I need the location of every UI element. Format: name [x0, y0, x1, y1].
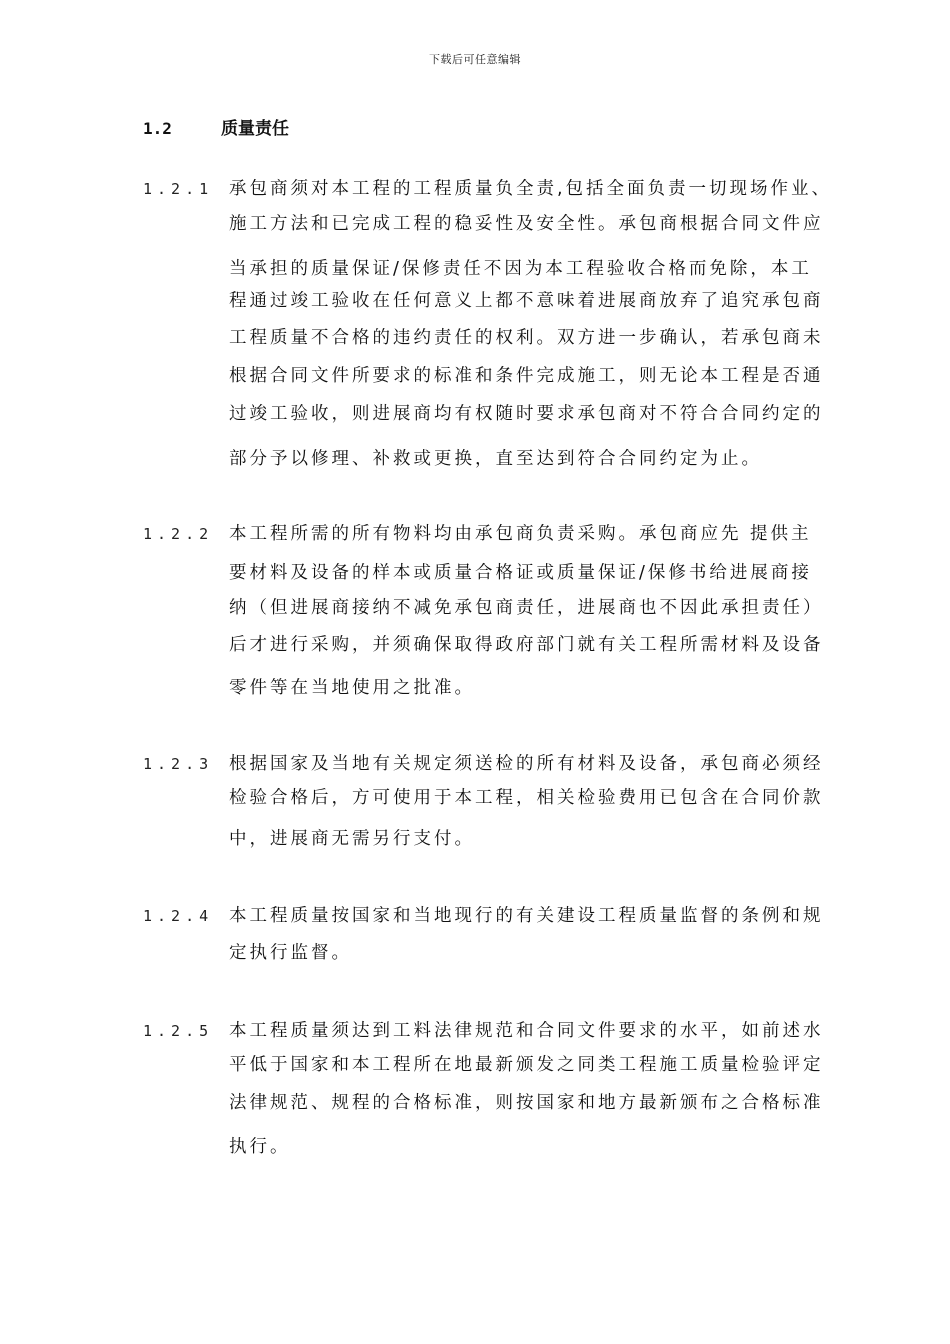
clause-number: 1.2.4 — [143, 907, 214, 925]
clause-line: 后才进行采购，并须确保取得政府部门就有关工程所需材料及设备 — [229, 635, 824, 655]
clause-line: 定执行监督。 — [229, 943, 352, 963]
clause-line: 根据国家及当地有关规定须送检的所有材料及设备，承包商必须经 — [229, 754, 824, 774]
clause-line: 中，进展商无需另行支付。 — [229, 829, 475, 849]
clause-line: 程通过竣工验收在任何意义上都不意味着进展商放弃了追究承包商 — [229, 291, 824, 311]
clause-line: 部分予以修理、补救或更换，直至达到符合合同约定为止。 — [229, 449, 762, 469]
clause-line: 本工程质量按国家和当地现行的有关建设工程质量监督的条例和规 — [229, 906, 824, 926]
clause-line: 检验合格后，方可使用于本工程，相关检验费用已包含在合同价款 — [229, 788, 824, 808]
section-heading — [143, 116, 289, 142]
clause-number: 1.2.1 — [143, 180, 214, 198]
clause-line: 承包商须对本工程的工程质量负全责,包括全面负责一切现场作业、 — [229, 179, 833, 199]
section-title: 质量责任 — [221, 119, 289, 139]
clause-line: 当承担的质量保证/保修责任不因为本工程验收合格而免除，本工 — [229, 259, 812, 279]
clause-line: 要材料及设备的样本或质量合格证或质量保证/保修书给进展商接 — [229, 563, 812, 583]
clause-line: 过竣工验收，则进展商均有权随时要求承包商对不符合合同约定的 — [229, 404, 824, 424]
clause-line: 施工方法和已完成工程的稳妥性及安全性。承包商根据合同文件应 — [229, 214, 824, 234]
clause-number: 1.2.5 — [143, 1022, 214, 1040]
clause-line: 本工程所需的所有物料均由承包商负责采购。承包商应先 提供主 — [229, 524, 812, 544]
clause-line: 纳（但进展商接纳不减免承包商责任，进展商也不因此承担责任） — [229, 598, 824, 618]
header-note: 下载后可任意编辑 — [429, 53, 521, 66]
clause-line: 平低于国家和本工程所在地最新颁发之同类工程施工质量检验评定 — [229, 1055, 824, 1075]
clause-line: 执行。 — [229, 1137, 291, 1157]
clause-line: 零件等在当地使用之批准。 — [229, 678, 475, 698]
clause-line: 根据合同文件所要求的标准和条件完成施工，则无论本工程是否通 — [229, 366, 824, 386]
clause-line: 工程质量不合格的违约责任的权利。双方进一步确认，若承包商未 — [229, 328, 824, 348]
clause-line: 法律规范、规程的合格标准，则按国家和地方最新颁布之合格标准 — [229, 1093, 824, 1113]
clause-number: 1.2.3 — [143, 755, 214, 773]
clause-line: 本工程质量须达到工料法律规范和合同文件要求的水平，如前述水 — [229, 1021, 824, 1041]
clause-number: 1.2.2 — [143, 525, 214, 543]
section-number: 1.2 — [143, 119, 172, 138]
